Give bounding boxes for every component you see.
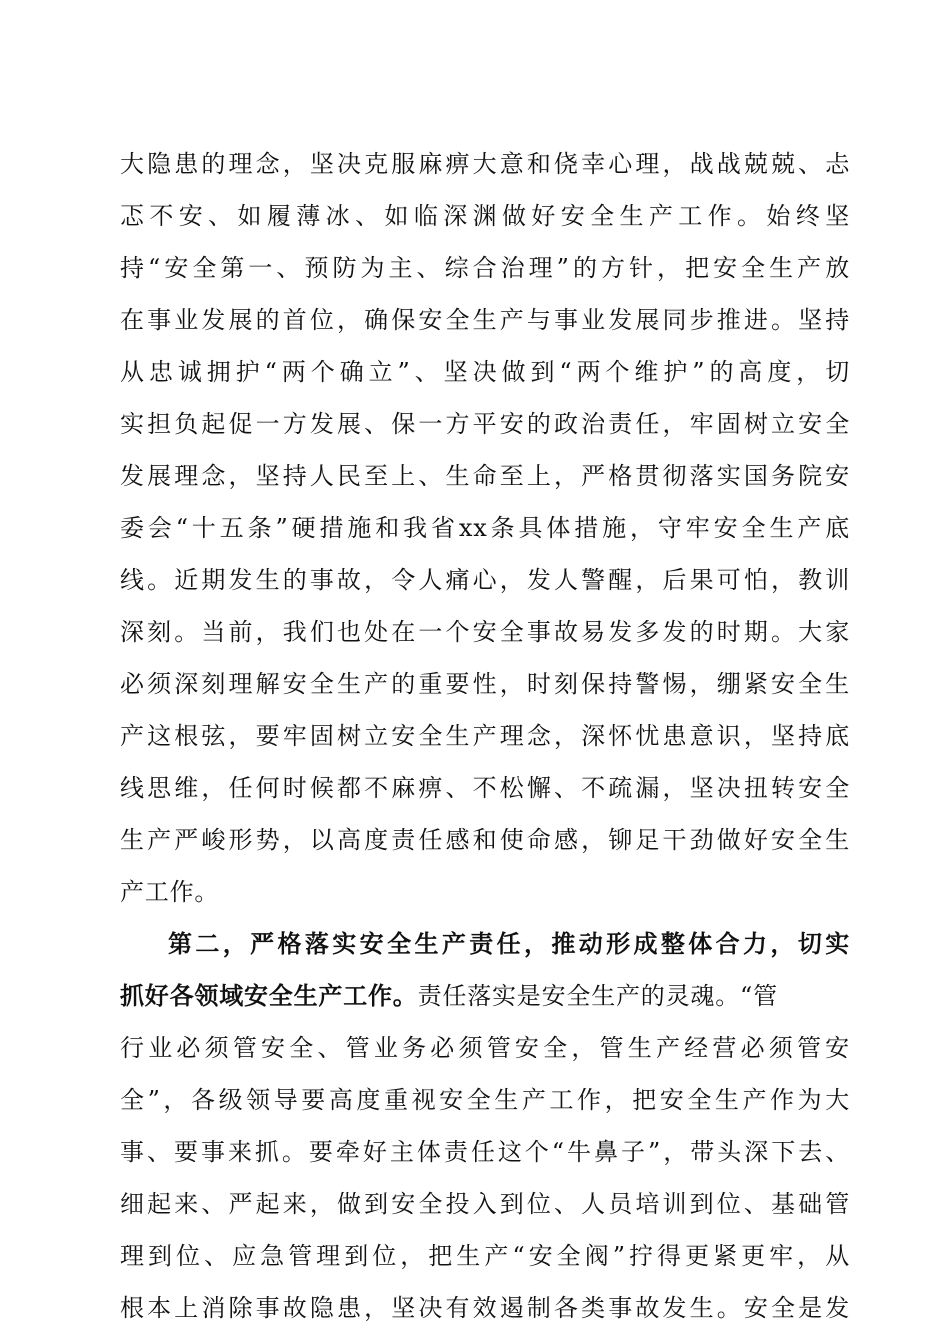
paragraph-2 (120, 918, 850, 1334)
text-line: 产这根弦，要牢固树立安全生产理念，深怀忧患意识，坚持底 (120, 722, 850, 750)
text-line-rest: 责任落实是安全生产的灵魂。“管 (417, 982, 778, 1010)
body-text (120, 138, 850, 1334)
text-line: 必须深刻理解安全生产的重要性，时刻保持警惕，绷紧安全生 (120, 670, 850, 698)
text-line: 实担负起促一方发展、保一方平安的政治责任，牢固树立安全 (120, 410, 850, 438)
text-line: 生产严峻形势，以高度责任感和使命感，铆足干劲做好安全生 (120, 826, 850, 854)
text-line: 细起来、严起来，做到安全投入到位、人员培训到位、基础管 (120, 1190, 850, 1218)
text-line: 线。近期发生的事故，令人痛心，发人警醒，后果可怕，教训 (120, 566, 850, 594)
text-line: 深刻。当前，我们也处在一个安全事故易发多发的时期。大家 (120, 618, 850, 646)
text-line: 在事业发展的首位，确保安全生产与事业发展同步推进。坚持 (120, 306, 850, 334)
text-line: 从忠诚拥护“两个确立”、坚决做到“两个维护”的高度，切 (120, 358, 850, 386)
text-line: 线思维，任何时候都不麻痹、不松懈、不疏漏，坚决扭转安全 (120, 774, 850, 802)
text-line: 事、要事来抓。要牵好主体责任这个“牛鼻子”，带头深下去、 (120, 1138, 850, 1166)
text-line: 产工作。 (120, 878, 220, 906)
text-line: 行业必须管安全、管业务必须管安全，管生产经营必须管安 (120, 1034, 850, 1062)
paragraph-1 (120, 138, 850, 918)
paragraph-heading-tail: 抓好各领域安全生产工作。 (120, 981, 418, 1010)
text-line: 忑不安、如履薄冰、如临深渊做好安全生产工作。始终坚 (120, 202, 850, 230)
text-line: 大隐患的理念，坚决克服麻痹大意和侥幸心理，战战兢兢、忐 (120, 150, 850, 178)
paragraph-heading-line: 第二，严格落实安全生产责任，推动形成整体合力，切实 (168, 929, 850, 958)
text-line: 发展理念，坚持人民至上、生命至上，严格贯彻落实国务院安 (120, 462, 850, 490)
text-line: 根本上消除事故隐患，坚决有效遏制各类事故发生。安全是发 (120, 1294, 850, 1322)
text-line: 理到位、应急管理到位，把生产“安全阀”拧得更紧更牢，从 (120, 1242, 850, 1270)
text-line: 全”，各级领导要高度重视安全生产工作，把安全生产作为大 (120, 1086, 850, 1114)
text-line: 持“安全第一、预防为主、综合治理”的方针，把安全生产放 (120, 254, 850, 282)
text-line (120, 970, 850, 1022)
text-line: 委会“十五条”硬措施和我省xx条具体措施，守牢安全生产底 (120, 514, 850, 542)
